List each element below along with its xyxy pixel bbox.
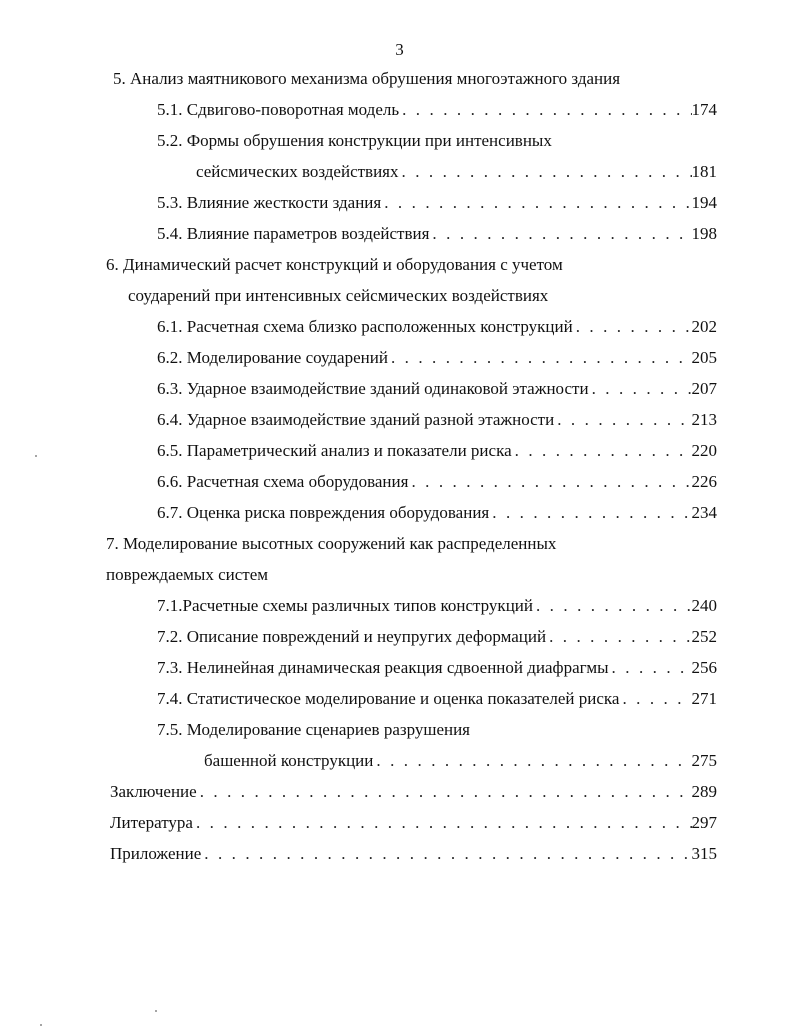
toc-entry-5-2 <box>196 159 717 185</box>
toc-chapter-7-title-line2: повреждаемых систем <box>106 565 269 584</box>
toc-entry-title: 6.6. Расчетная схема оборудования <box>157 472 409 491</box>
toc-entry-title: 5.4. Влияние параметров воздействия <box>157 224 430 243</box>
dot-leader <box>573 314 692 340</box>
toc-entry-page: 194 <box>691 193 717 212</box>
dot-leader <box>201 841 691 867</box>
toc-entry-page: 198 <box>691 224 717 243</box>
dot-leader <box>429 221 691 247</box>
dot-leader <box>388 345 692 371</box>
toc-entry-page: 234 <box>691 503 717 522</box>
dot-leader <box>381 190 691 216</box>
toc-chapter-6-title-line2: соударений при интенсивных сейсмических воздействиях <box>128 286 549 305</box>
toc-entry-title: сейсмических воздействиях <box>196 162 399 181</box>
dot-leader <box>193 810 692 836</box>
toc-entry-page: 174 <box>691 100 717 119</box>
toc-entry-page: 315 <box>691 844 717 863</box>
dot-leader <box>373 748 691 774</box>
toc-entry-6-2 <box>157 345 717 371</box>
dot-leader <box>546 624 691 650</box>
toc-entry-title: 7.1.Расчетные схемы различных типов конструкций <box>157 596 533 615</box>
dot-leader <box>399 159 692 185</box>
toc-entry-title: 7.2. Описание повреждений и неупругих деформаций <box>157 627 547 646</box>
toc-chapter-5-title: 5. Анализ маятникового механизма обрушения многоэтажного здания <box>113 69 621 88</box>
toc-entry-page: 256 <box>691 658 717 677</box>
toc-entry-page: 275 <box>691 751 717 770</box>
toc-entry-page: 252 <box>691 627 717 646</box>
toc-entry-5-3 <box>157 190 717 216</box>
toc-entry-page: 207 <box>691 379 717 398</box>
toc-entry-page: 213 <box>691 410 717 429</box>
toc-entry-page: 289 <box>691 782 717 801</box>
dot-leader <box>609 655 692 681</box>
toc-entry-6-1 <box>157 314 717 340</box>
toc-entry-literature <box>110 810 717 836</box>
toc-entry-6-7 <box>157 500 717 526</box>
toc-entry-conclusion <box>110 779 717 805</box>
toc-entry-title: Заключение <box>110 782 197 801</box>
toc-chapter-7-title-line1: 7. Моделирование высотных сооружений как распределенных <box>106 534 557 553</box>
scan-speck <box>35 455 37 457</box>
toc-entry-page: 181 <box>691 162 717 181</box>
toc-entry-title: 6.1. Расчетная схема близко расположенных конструкций <box>157 317 573 336</box>
toc-entry-page: 271 <box>691 689 717 708</box>
toc-entry-title: Литература <box>110 813 193 832</box>
toc-entry-title: 6.3. Ударное взаимодействие зданий одинаковой этажности <box>157 379 589 398</box>
dot-leader <box>619 686 691 712</box>
dot-leader <box>408 469 691 495</box>
toc-entry-title: башенной конструкции <box>204 751 374 770</box>
toc-entry-title: 6.4. Ударное взаимодействие зданий разной этажности <box>157 410 555 429</box>
toc-entry-page: 297 <box>691 813 717 832</box>
toc-entry-page: 220 <box>691 441 717 460</box>
toc-entry-7-1 <box>157 593 717 619</box>
toc-entry-6-3 <box>157 376 717 402</box>
dot-leader <box>589 376 692 402</box>
page-number: 3 <box>395 40 404 59</box>
toc-entry-title: 5.3. Влияние жесткости здания <box>157 193 382 212</box>
toc-entry-7-4 <box>157 686 717 712</box>
toc-entry-5-2-line1: 5.2. Формы обрушения конструкции при интенсивных <box>157 131 552 150</box>
toc-entry-title: Приложение <box>110 844 202 863</box>
toc-entry-title: 6.7. Оценка риска повреждения оборудования <box>157 503 490 522</box>
toc-entry-page: 240 <box>691 596 717 615</box>
dot-leader <box>512 438 692 464</box>
toc-entry-appendix <box>110 841 717 867</box>
toc-entry-7-5-line1: 7.5. Моделирование сценариев разрушения <box>157 720 471 739</box>
dot-leader <box>533 593 692 619</box>
toc-entry-5-4 <box>157 221 717 247</box>
toc-entry-7-5 <box>204 748 717 774</box>
toc-entry-title: 7.3. Нелинейная динамическая реакция сдвоенной диафрагмы <box>157 658 609 677</box>
toc-entry-title: 6.2. Моделирование соударений <box>157 348 388 367</box>
dot-leader <box>399 97 691 123</box>
toc-entry-title: 6.5. Параметрический анализ и показатели риска <box>157 441 512 460</box>
toc-entry-6-6 <box>157 469 717 495</box>
toc-entry-page: 226 <box>691 472 717 491</box>
toc-entry-7-3 <box>157 655 717 681</box>
toc-entry-page: 202 <box>691 317 717 336</box>
toc-entry-title: 5.1. Сдвигово-поворотная модель <box>157 100 400 119</box>
dot-leader <box>489 500 691 526</box>
dot-leader <box>554 407 691 433</box>
toc-entry-page: 205 <box>691 348 717 367</box>
toc-entry-6-4 <box>157 407 717 433</box>
dot-leader <box>197 779 692 805</box>
toc-entry-6-5 <box>157 438 717 464</box>
toc-entry-5-1 <box>157 97 717 123</box>
scan-speck <box>155 1010 157 1012</box>
toc-entry-title: 7.4. Статистическое моделирование и оценка показателей риска <box>157 689 620 708</box>
toc-entry-7-2 <box>157 624 717 650</box>
toc-chapter-6-title-line1: 6. Динамический расчет конструкций и оборудования с учетом <box>106 255 563 274</box>
scan-speck <box>40 1024 42 1026</box>
